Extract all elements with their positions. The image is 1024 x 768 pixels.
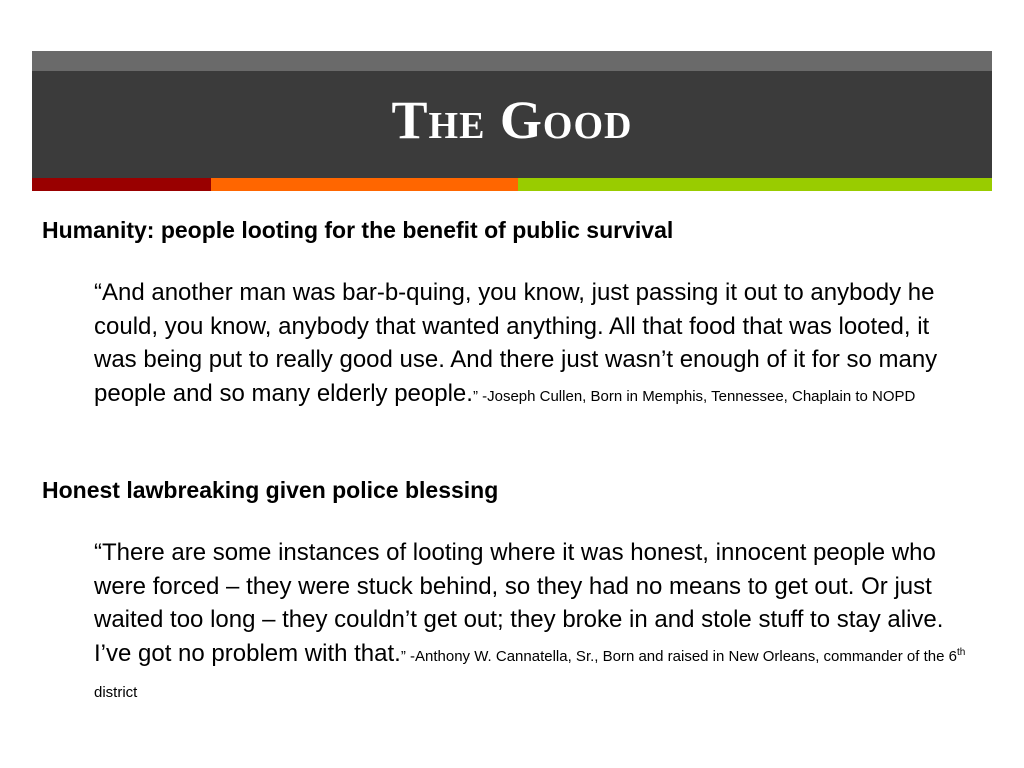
quote-cullen — [94, 276, 974, 413]
accent-segment-orange — [211, 178, 518, 191]
slide-title: The Good — [391, 90, 633, 150]
title-band-top-strip — [32, 51, 992, 71]
section-heading-humanity: Humanity: people looting for the benefit of public survival — [42, 217, 674, 243]
quote-cannatella — [94, 536, 974, 710]
quote-close-mark: ” — [400, 647, 406, 665]
accent-bar — [32, 178, 992, 191]
section-heading-honest-lawbreaking: Honest lawbreaking given police blessing — [42, 477, 499, 503]
quote-text: “There are some instances of looting where it was honest, innocent people who were forced – they were stuck behind, so they had no means to get out. Or just waited too long – they couldn’t get out; they broke in and stole stuff to stay alive. I’ve got no problem with that. — [94, 539, 944, 667]
accent-segment-red — [32, 178, 211, 191]
attribution-end: district — [94, 684, 138, 701]
accent-segment-green — [518, 178, 992, 191]
quote-close-mark: ” — [472, 387, 478, 405]
title-band — [32, 51, 992, 178]
quote-attribution: -Joseph Cullen, Born in Memphis, Tennessee, Chaplain to NOPD — [477, 387, 916, 405]
ordinal-suffix: th — [956, 646, 966, 658]
quote-text: “And another man was bar-b-quing, you know, just passing it out to anybody he could, you know, anybody that wanted anything. All that food that was looted, it was being put to really good use. And there just wasn’t enough of it for so many people and so many elderly people. — [94, 279, 938, 407]
attribution-text: -Anthony W. Cannatella, Sr., Born and raised in New Orleans, commander of the 6 — [405, 647, 957, 665]
